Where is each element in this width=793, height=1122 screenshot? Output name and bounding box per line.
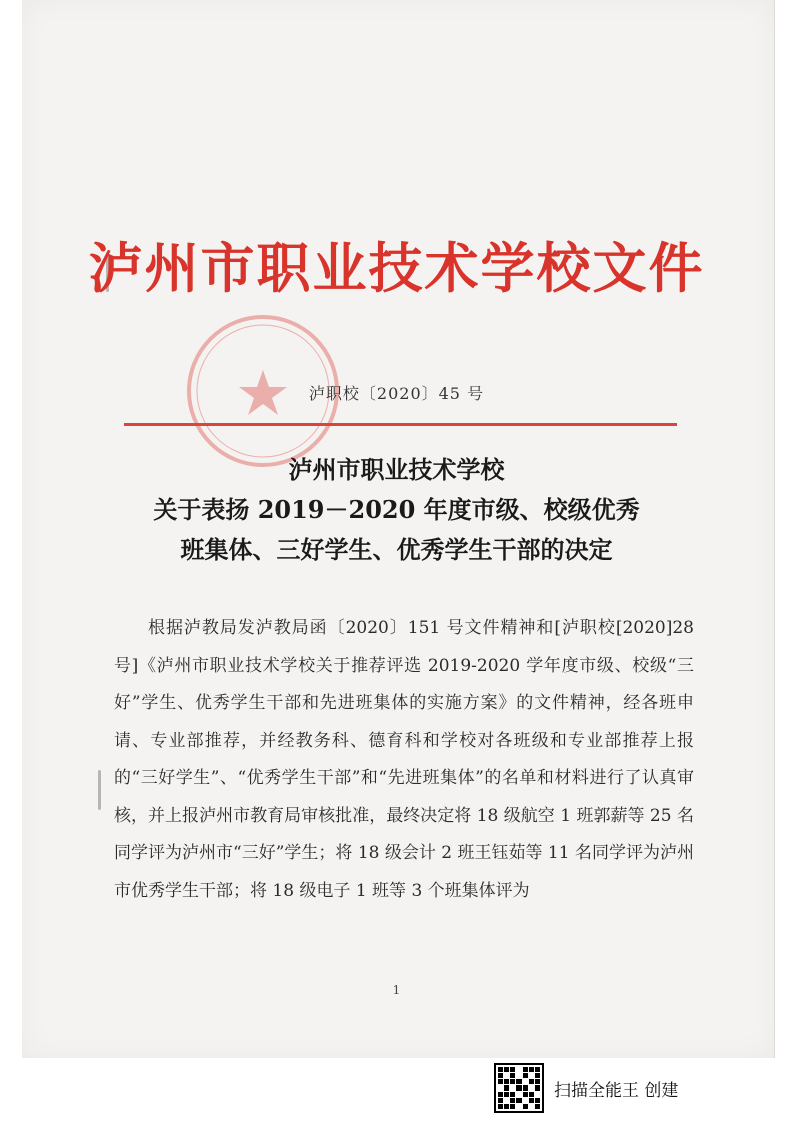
document-header-title: 泸州市职业技术学校文件 (88, 236, 705, 300)
red-divider-line (124, 423, 677, 426)
binding-hole-mark (98, 770, 101, 810)
decision-title (0, 450, 793, 570)
title-line-3: 班集体、三好学生、优秀学生干部的决定 (180, 535, 613, 564)
scanner-watermark (494, 1062, 678, 1114)
title-line-2: 关于表扬 2019－2020 年度市级、校级优秀 (153, 495, 640, 524)
qr-code-icon (494, 1063, 544, 1113)
page-number: 1 (392, 983, 401, 997)
body-text (114, 610, 694, 910)
title-line-1: 泸州市职业技术学校 (288, 455, 505, 484)
scanner-label: 扫描全能王 创建 (554, 1080, 679, 1101)
document-number: 泸职校〔2020〕45 号 (308, 384, 485, 403)
body-paragraph: 根据泸教局发泸教局函〔2020〕151 号文件精神和[泸职校[2020]28 号]《泸州市职业技术学校关于推荐评选 2019-2020 学年度市级、校级“三好”学生、优秀学生干部和先进班集体的实施方案》的文件精神，经各班申请、专业部推荐，并经教务科、德育科和学校对各班级和专业部推荐上报的“三好学生”、“优秀学生干部”和“先进班集体”的名单和材料进行了认真审核，并上报泸州市教育局审核批准，最终决定将 18 级航空 1 班郭薪等 25 名同学评为泸州市“三好”学生；将 18 级会计 2 班王钰茹等 11 名同学评为泸州市优秀学生干部；将 18 级电子 1 班等 3 个班集体评为 (114, 618, 694, 901)
